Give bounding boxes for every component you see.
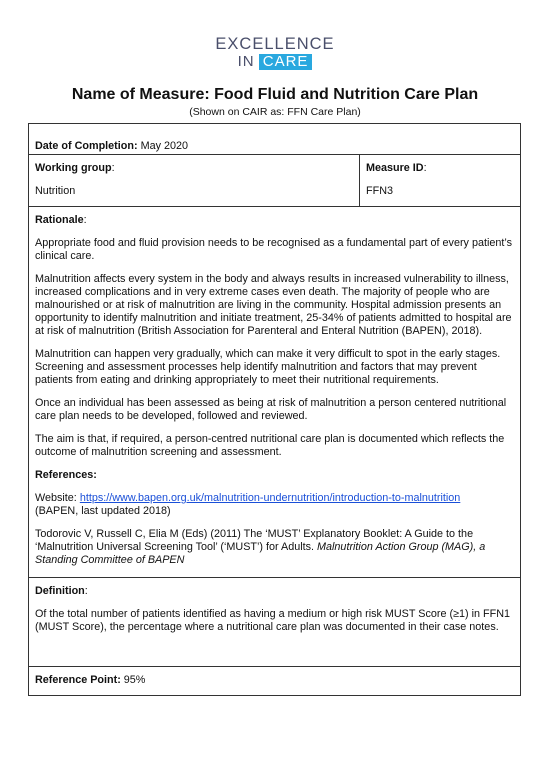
reference-point-label: Reference Point:: [35, 674, 121, 686]
row-rationale: [29, 207, 521, 578]
citation-italic: Malnutrition Action Group (MAG), a Standing Committee of BAPEN: [35, 541, 486, 566]
excellence-in-care-logo: [0, 36, 550, 71]
logo-care-badge: CARE: [259, 54, 313, 70]
measure-id-cell: [360, 155, 521, 207]
references-label: References:: [35, 469, 97, 481]
logo-in-text: IN: [237, 53, 255, 71]
rationale-label: Rationale: [35, 214, 84, 226]
measure-id-value: FFN3: [366, 185, 393, 197]
page-title: Name of Measure: Food Fluid and Nutrition Care Plan: [71, 86, 479, 103]
date-cell: [29, 124, 521, 155]
references-citation: [35, 528, 514, 567]
working-group-colon: :: [111, 162, 115, 174]
logo-line-in-care: [0, 53, 550, 71]
rationale-cell: [29, 207, 521, 578]
reference-point-cell: [29, 667, 521, 696]
rationale-paragraph: Malnutrition can happen very gradually, which can make it very difficult to spot in the early stages. Screening and assessment processes help identify malnutrition and factors that may prevent patients from eating and drinking appropriately to meet their nutritional requirements.: [35, 348, 501, 386]
citation-text: Todorovic V, Russell C, Elia M (Eds) (2011) The ‘MUST’ Explanatory Booklet: A Guide to the ‘Malnutrition Universal Screening Tool’ (‘MUST’) for Adults.: [35, 528, 474, 553]
row-date: [29, 124, 521, 155]
website-prefix: Website:: [35, 492, 80, 504]
definition-cell: [29, 578, 521, 667]
row-working-group: [29, 155, 521, 207]
reference-point-value: 95%: [123, 674, 146, 686]
definition-label: Definition: [35, 585, 85, 597]
definition-text: Of the total number of patients identified as having a medium or high risk MUST Score (≥1) in FFN1 (MUST Score), the percentage where a nutritional care plan was documented in their case notes.: [35, 608, 510, 633]
working-group-value: Nutrition: [35, 185, 76, 197]
website-note: (BAPEN, last updated 2018): [35, 505, 171, 517]
measure-table: [28, 123, 521, 696]
rationale-paragraph: Once an individual has been assessed as being at risk of malnutrition a person centered nutritional care plan needs to be developed, followed and reviewed.: [35, 397, 507, 422]
row-reference-point: [29, 667, 521, 696]
row-definition: [29, 578, 521, 667]
rationale-paragraph: Malnutrition affects every system in the body and always results in increased vulnerability to illness, increased complications and in very extreme cases even death. The majority of people who are malnourished or at risk of malnutrition are living in the community. Hospital admission presents an opportunity to identify malnutrition and initiate treatment, 25-34% of patients admitted to hospital are at risk of malnutrition (British Association for Parenteral and Enteral Nutrition (BAPEN), 2018).: [35, 273, 512, 337]
definition-colon: :: [84, 585, 88, 597]
logo-line-excellence: EXCELLENCE: [215, 35, 335, 53]
working-group-cell: [29, 155, 360, 207]
bapen-link[interactable]: https://www.bapen.org.uk/malnutrition-undernutrition/introduction-to-malnutrition: [79, 492, 461, 504]
measure-id-colon: :: [423, 162, 427, 174]
measure-id-label: Measure ID: [366, 162, 424, 174]
date-value: May 2020: [140, 140, 188, 152]
rationale-paragraph: The aim is that, if required, a person-centred nutritional care plan is documented which reflects the outcome of malnutrition screening and assessment.: [35, 433, 505, 458]
working-group-label: Working group: [35, 162, 112, 174]
page-subtitle: (Shown on CAIR as: FFN Care Plan): [189, 106, 361, 118]
rationale-paragraph: Appropriate food and fluid provision needs to be recognised as a fundamental part of every patient’s clinical care.: [35, 237, 512, 262]
references-website: [35, 492, 514, 518]
date-label: Date of Completion:: [35, 140, 138, 152]
rationale-colon: :: [83, 214, 87, 226]
